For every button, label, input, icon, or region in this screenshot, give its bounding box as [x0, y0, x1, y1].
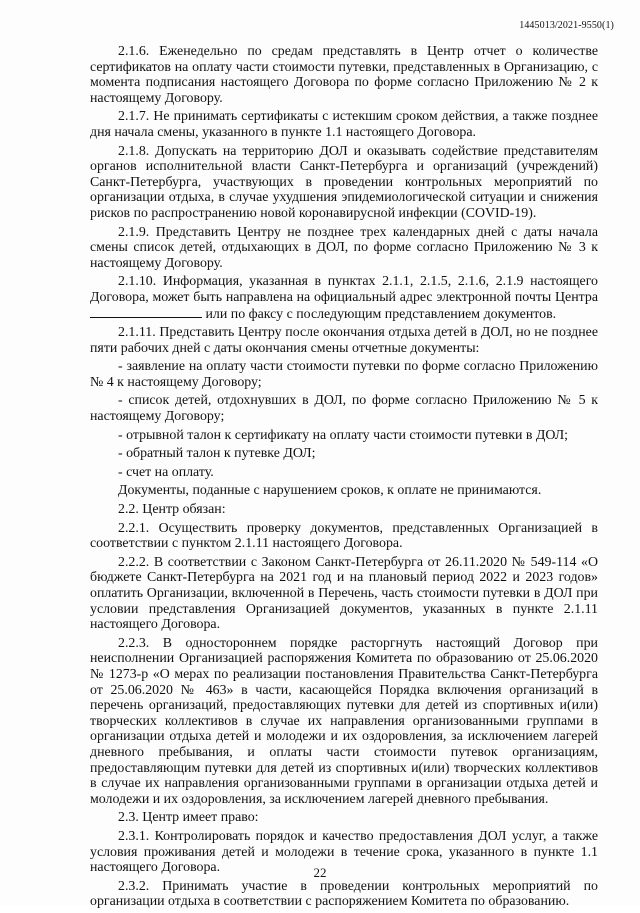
paragraph-2-1-6: 2.1.6. Еженедельно по средам представлять в Центр отчет о количестве сертификатов на оплату части стоимости путевки, представленных в Организацию, с момента подписания настоящего Договора по форме согласно Приложению № 2 к настоящему Договору.	[90, 44, 598, 106]
paragraph-2-1-7: 2.1.7. Не принимать сертификаты с истекшим сроком действия, а также позднее дня начала смены, указанного в пункте 1.1 настоящего Договора.	[90, 109, 598, 140]
document-body	[90, 44, 598, 913]
email-blank-line	[90, 306, 202, 318]
page-number: 22	[313, 865, 327, 880]
list-item-tear-off-coupon: - отрывной талон к сертификату на оплату части стоимости путевки в ДОЛ;	[118, 427, 568, 443]
paragraph-2-1-11: 2.1.11. Представить Центру после окончания отдыха детей в ДОЛ, но не позднее пяти рабочих дней с даты окончания смены отчетные документы:	[90, 325, 598, 356]
late-documents-note: Документы, поданные с нарушением сроков, к оплате не принимаются.	[118, 483, 542, 499]
list-item-children-list: - список детей, отдохнувших в ДОЛ, по форме согласно Приложению № 5 к настоящему Договору;	[90, 393, 598, 425]
list-item-application: - заявление на оплату части стоимости путевки по форме согласно Приложению № 4 к настоящему Договору;	[90, 359, 598, 390]
section-2-2-heading: 2.2. Центр обязан:	[118, 502, 226, 518]
document-number: 1445013/2021-9550(1)	[519, 20, 614, 31]
paragraph-2-1-8: 2.1.8. Допускать на территорию ДОЛ и оказывать содействие представителям органов исполнительной власти Санкт-Петербурга и организаций (учреждений) Санкт-Петербурга, участвующих в проведении контрольных мероприятий по организации отдыха, в случае ухудшения эпидемиологической ситуации и снижения рисков по распространению новой коронавирусной инфекции (COVID-19).	[90, 143, 598, 221]
paragraph-2-2-3: 2.2.3. В одностороннем порядке расторгнуть настоящий Договор при неисполнении Организацией распоряжения Комитета по образованию от 25.06.2020 № 1273-р «О мерах по реализации постановления Правительства Санкт-Петербурга от 25.06.2020 № 463» в части, касающейся Порядка включения организаций в перечень организаций, предоставляющих путевки для детей из спортивных и(или) творческих коллективов в случае их направления организованными группами в организации отдыха детей и молодежи и их оздоровления, за исключением лагерей дневного пребывания, и оплаты части стоимости путевок организациям, предоставляющим путевки для детей из спортивных и(или) творческих коллективов в случае их направления организованными группами в организации отдыха детей и молодежи и их оздоровления, за исключением лагерей дневного пребывания.	[90, 635, 598, 807]
list-item-return-coupon: - обратный талон к путевке ДОЛ;	[118, 446, 316, 462]
paragraph-2-1-10	[90, 274, 598, 322]
paragraph-2-3-2: 2.3.2. Принимать участие в проведении контрольных мероприятий по организации отдыха в соответствии с распоряжением Комитета по образованию.	[90, 878, 598, 910]
paragraph-2-2-2: 2.2.2. В соответствии с Законом Санкт-Петербурга от 26.11.2020 № 549-114 «О бюджете Санкт-Петербурга на 2021 год и на плановый период 2022 и 2023 годов» оплатить Организации, включенной в Перечень, часть стоимости путевки в ДОЛ при условии представления Организацией документов, указанных в пункте 2.1.11 настоящего Договора.	[90, 554, 598, 633]
paragraph-2-2-1: 2.2.1. Осуществить проверку документов, представленных Организацией в соответствии с пунктом 2.1.11 настоящего Договора.	[90, 520, 598, 552]
list-item-invoice: - счет на оплату.	[118, 464, 214, 480]
section-2-3-heading: 2.3. Центр имеет право:	[118, 810, 259, 826]
paragraph-2-1-10-text: 2.1.10. Информация, указанная в пунктах 2.1.1, 2.1.5, 2.1.6, 2.1.9 настоящего Договора, может быть направлена на официальный адрес электронной почты Центра	[90, 274, 598, 305]
paragraph-2-1-9: 2.1.9. Представить Центру не позднее трех календарных дней с даты начала смены список детей, отдыхающих в ДОЛ, по форме согласно Приложению № 3 к настоящему Договору.	[90, 224, 598, 271]
paragraph-2-1-10-tail: или по факсу с последующим представлением документов.	[205, 306, 557, 322]
paragraph-2-3-1: 2.3.1. Контролировать порядок и качество предоставления ДОЛ услуг, а также условия проживания детей и молодежи в течение срока, указанного в пункте 1.1 настоящего Договора.	[90, 828, 598, 876]
